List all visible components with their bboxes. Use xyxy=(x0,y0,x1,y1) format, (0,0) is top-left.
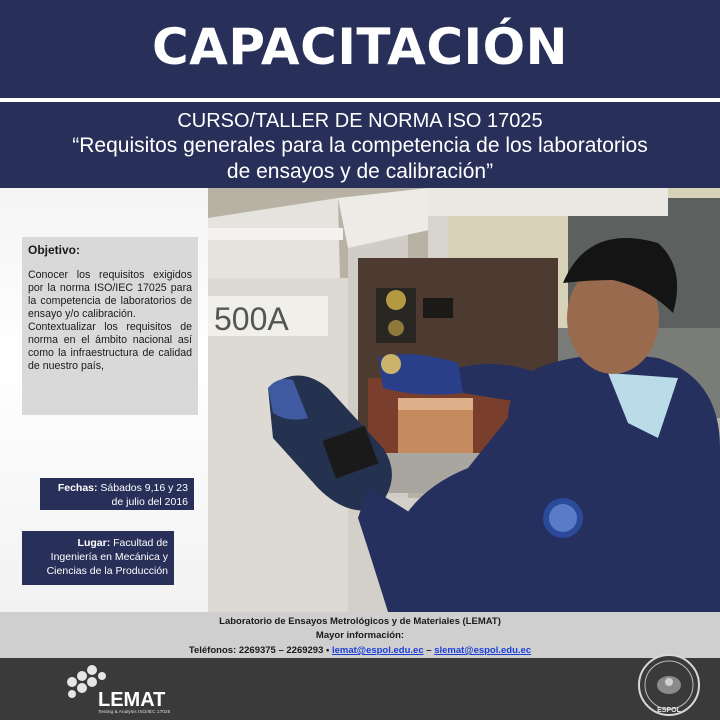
lemat-logo-text: LEMAT xyxy=(98,689,166,711)
top-banner xyxy=(0,0,720,98)
place-label: Lugar: xyxy=(77,537,111,549)
email-link-slemat[interactable]: slemat@espol.edu.ec xyxy=(434,645,532,656)
objective-text-1: Conocer los requisitos exigidos por la norma ISO/IEC 17025 para la competencia de laboratorios de ensayo y/o calibración. xyxy=(28,269,192,320)
lab-photo-illustration xyxy=(208,188,720,612)
email-link-lemat[interactable]: lemat@espol.edu.ec xyxy=(331,645,424,656)
dates-value-2: de julio del 2016 xyxy=(111,496,188,508)
place-value-3: Ciencias de la Producción xyxy=(46,565,168,577)
course-name: CURSO/TALLER DE NORMA ISO 17025 xyxy=(177,110,543,132)
lemat-logo-tagline: Testing & Analysis ISO/IEC 17025 xyxy=(98,710,171,714)
footer-lab-name: Laboratorio de Ensayos Metrológicos y de Materiales (LEMAT) xyxy=(219,616,501,627)
place-box xyxy=(22,531,174,585)
objective-box xyxy=(22,237,198,415)
dates-label: Fechas: xyxy=(57,482,98,494)
footer-contact-line xyxy=(0,645,720,656)
espol-seal-logo xyxy=(636,652,702,718)
place-value-1: Facultad de xyxy=(113,537,168,549)
lemat-logo xyxy=(60,664,190,714)
footer-contact xyxy=(0,612,720,658)
espol-seal-text: ESPOL xyxy=(657,707,681,714)
course-subtitle-line1: “Requisitos generales para la competencia de los laboratorios xyxy=(72,134,648,157)
dates-value-1: Sábados 9,16 y 23 xyxy=(100,482,188,494)
course-subtitle-line2: de ensayos y de calibración” xyxy=(226,160,494,183)
footer-email-separator: – xyxy=(426,645,432,656)
objective-text-2: Contextualizar los requisitos de norma en el ámbito nacional así como la infraestructura de calidad de nuestro país, xyxy=(28,321,192,372)
page-title: CAPACITACIÓN xyxy=(151,18,568,76)
objective-title: Objetivo: xyxy=(28,243,81,257)
footer-phones: Teléfonos: 2269375 – 2269293 • xyxy=(188,645,330,656)
machine-label: 500A xyxy=(214,301,289,337)
dates-box xyxy=(40,478,194,510)
lab-photo xyxy=(208,188,720,612)
subtitle-banner xyxy=(0,102,720,188)
place-value-2: Ingeniería en Mecánica y xyxy=(50,551,168,563)
footer-more-info: Mayor información: xyxy=(315,630,405,641)
